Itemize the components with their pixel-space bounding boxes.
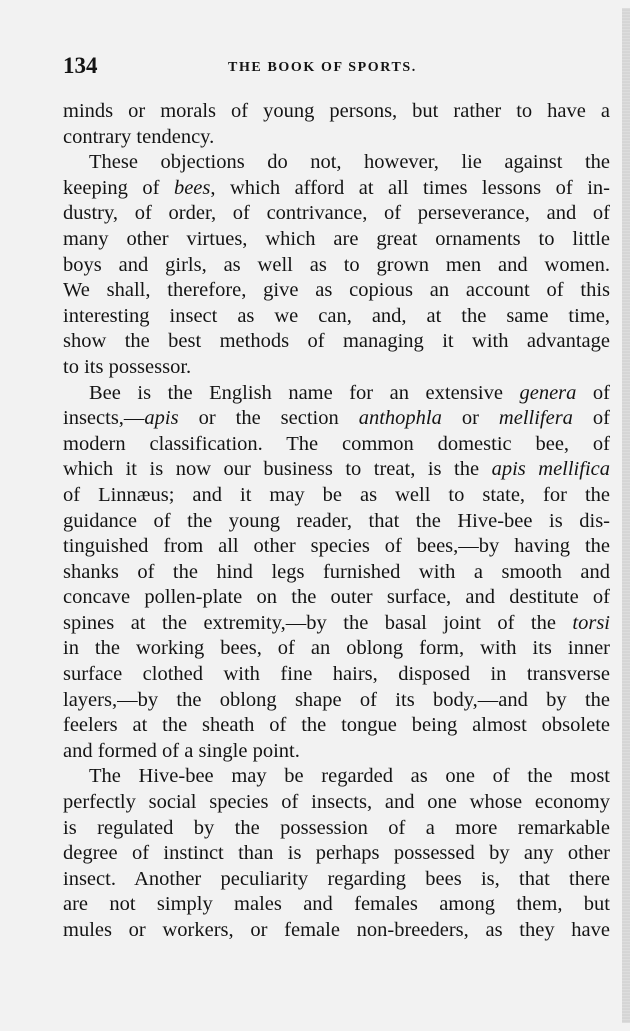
text-line [63, 432, 610, 458]
text-segment: Bee is the English name for an extensive [89, 381, 520, 404]
text-segment: mules or workers, or female non-breeders, as they have [63, 919, 610, 941]
text-segment: many other virtues, which are great ornaments to little [63, 227, 610, 250]
text-segment: concave pollen-plate on the outer surface, and destitute of [63, 586, 610, 609]
text-line [63, 662, 610, 688]
text-segment: perfectly social species of insects, and one whose economy [63, 791, 610, 814]
text-line [63, 278, 610, 304]
italic-term: genera [519, 381, 577, 404]
text-segment: feelers at the sheath of the tongue being almost obsolete [63, 714, 610, 737]
text-segment: keeping of [63, 176, 174, 199]
italic-term: bees [173, 176, 211, 199]
text-segment: minds or morals of young persons, but rather to have a [63, 100, 610, 122]
text-line [63, 867, 610, 893]
text-line [63, 329, 610, 355]
text-line [63, 892, 610, 918]
italic-term: mellifera [498, 407, 573, 430]
text-segment: show the best methods of managing it with advantage [63, 330, 610, 353]
text-segment: modern classification. The common domestic bee, of [63, 432, 610, 455]
text-segment: tinguished from all other species of bees,—by having the [63, 535, 610, 558]
text-segment: and formed of a single point. [63, 739, 300, 762]
text-line [63, 636, 610, 662]
text-line [63, 534, 610, 560]
text-segment: interesting insect as we can, and, at the same time, [63, 304, 610, 327]
text-segment: dustry, of order, of contrivance, of perseverance, and of [63, 202, 610, 225]
running-title: THE BOOK OF SPORTS. [228, 60, 417, 75]
text-line [63, 611, 610, 637]
text-line [63, 585, 610, 611]
text-line [63, 201, 610, 227]
text-segment: surface clothed with fine hairs, disposed in transverse [63, 663, 610, 686]
text-segment: of Linnæus; and it may be as well to state, for the [63, 483, 610, 506]
text-segment: is regulated by the possession of a more remarkable [63, 816, 610, 839]
text-segment: or [441, 407, 499, 430]
text-segment: which it is now our business to treat, is the [63, 458, 492, 481]
text-line [63, 790, 610, 816]
text-segment: boys and girls, as well as to grown men and women. [63, 253, 610, 276]
italic-term: apis mellifica [491, 458, 610, 481]
text-segment: spines at the extremity,—by the basal joint of the [63, 611, 573, 634]
text-line [63, 253, 610, 279]
text-line [63, 406, 610, 432]
italic-term: apis [144, 407, 179, 430]
page-edge-shadow [622, 8, 630, 1023]
text-line [63, 483, 610, 509]
text-segment: layers,—by the oblong shape of its body,—and by the [63, 688, 610, 711]
text-segment: are not simply males and females among them, but [63, 893, 610, 916]
running-head [63, 52, 610, 80]
page-number: 134 [63, 53, 98, 78]
text-segment: or the section [178, 407, 359, 430]
text-segment: in the working bees, of an oblong form, with its inner [63, 637, 610, 660]
text-segment: We shall, therefore, give as copious an account of this [63, 279, 610, 302]
text-line [63, 304, 610, 330]
text-line [63, 509, 610, 535]
text-line [63, 918, 610, 944]
text-line [63, 713, 610, 739]
text-line [63, 457, 610, 483]
text-line [63, 816, 610, 842]
text-segment: guidance of the young reader, that the Hive-bee is dis- [63, 509, 610, 532]
text-line [63, 841, 610, 867]
text-line [63, 739, 610, 765]
text-segment: degree of instinct than is perhaps possessed by any other [63, 842, 610, 865]
text-segment: of [572, 407, 610, 430]
text-segment: These objections do not, however, lie against the [89, 151, 610, 174]
text-line [63, 125, 610, 151]
text-segment: to its possessor. [63, 355, 192, 378]
text-line [63, 99, 610, 125]
text-segment: insects,— [63, 407, 145, 430]
text-segment: contrary tendency. [63, 125, 215, 148]
text-line [63, 227, 610, 253]
text-line [63, 688, 610, 714]
text-segment: shanks of the hind legs furnished with a smooth and [63, 560, 610, 583]
text-segment: of [576, 381, 611, 404]
text-line [63, 176, 610, 202]
text-segment: , which afford at all times lessons of in- [210, 176, 610, 199]
body-text [63, 99, 610, 944]
italic-term: torsi [572, 611, 610, 634]
text-line [63, 764, 610, 790]
text-line [63, 381, 610, 407]
text-line [63, 355, 610, 381]
text-segment: insect. Another peculiarity regarding bees is, that there [63, 867, 610, 890]
text-line [63, 560, 610, 586]
text-segment: The Hive-bee may be regarded as one of the most [89, 765, 610, 788]
text-line [63, 150, 610, 176]
italic-term: anthophla [358, 407, 442, 430]
